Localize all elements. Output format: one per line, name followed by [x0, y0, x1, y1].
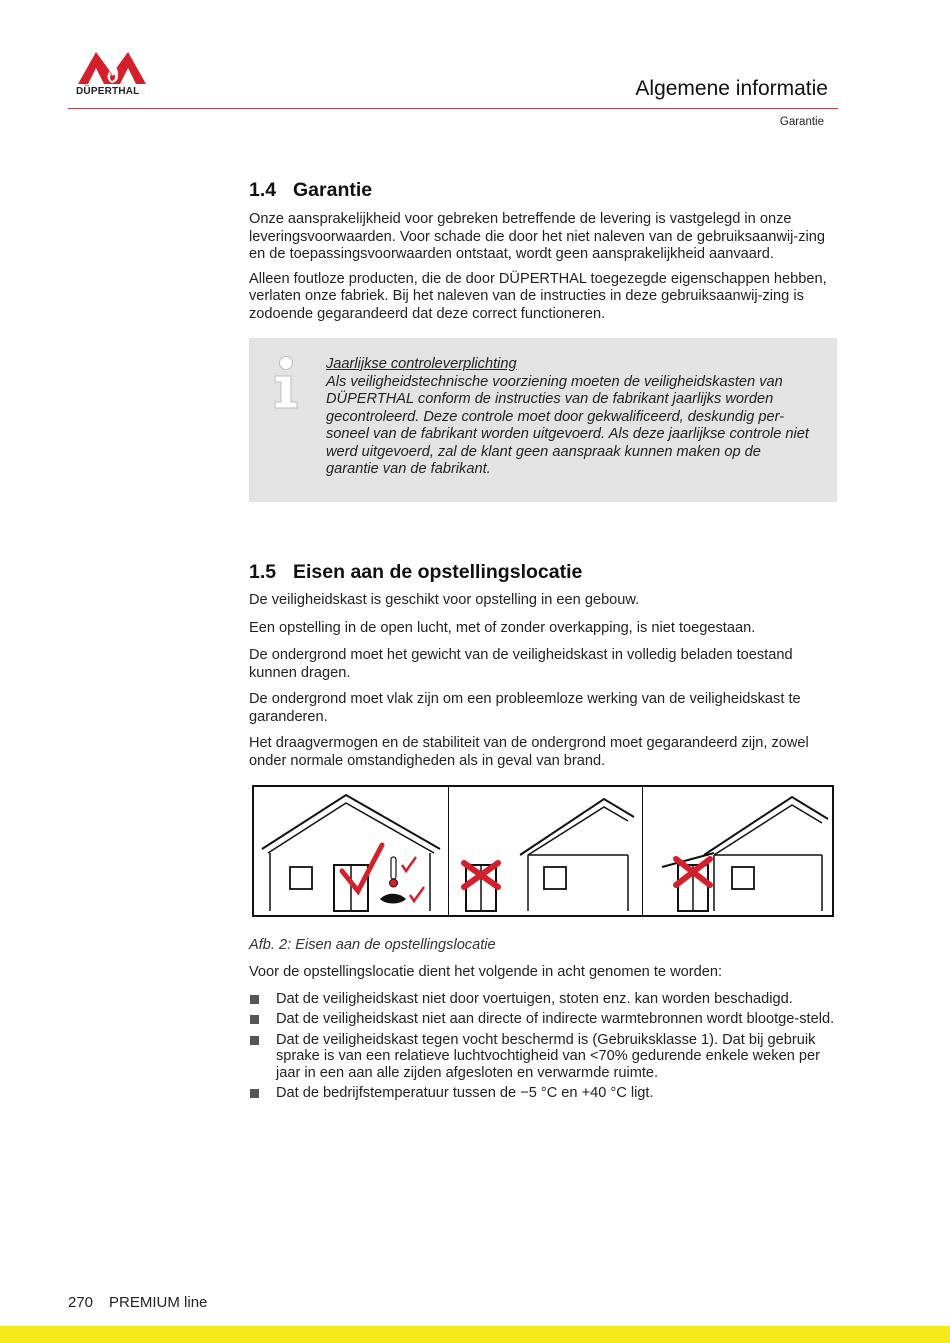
- paragraph: Alleen foutloze producten, die de door DÜPERTHAL toegezegde eigenschappen hebben, verlaten onze fabriek. Bij het naleven van de instructies in deze gebruiksaanwij-zing is zodoende gegarandeerd dat deze correct functioneren.: [249, 270, 827, 322]
- brand-name: DÜPERTHAL: [76, 86, 140, 97]
- paragraph: De veiligheidskast is geschikt voor opstelling in een gebouw.: [249, 592, 640, 608]
- location-figure: [252, 785, 834, 917]
- paragraph: De ondergrond moet vlak zijn om een probleemloze werking van de veiligheidskast te garanderen.: [249, 691, 801, 725]
- section-garantie-body: [249, 211, 837, 330]
- paragraph: Het draagvermogen en de stabiliteit van de ondergrond moet gegarandeerd zijn, zowel onder normale omstandigheden als in geval van brand.: [249, 735, 809, 769]
- list-item: Dat de veiligheidskast tegen vocht beschermd is (Gebruiksklasse 1). Dat bij gebruik sprake is van een relatieve luchtvochtigheid van <70% gedurende enkele weken per jaar in een aan alle zijden afgesloten en verwarmde ruimte.: [249, 1032, 837, 1082]
- list-item: Dat de veiligheidskast niet door voertuigen, stoten enz. kan worden beschadigd.: [249, 991, 837, 1008]
- page-subtitle: Garantie: [779, 116, 824, 128]
- requirements-list: [249, 991, 837, 1102]
- info-content: [326, 356, 816, 479]
- page-title: Algemene informatie: [635, 77, 828, 100]
- info-text: Als veiligheidstechnische voorziening moeten de veiligheidskasten van DÜPERTHAL conform de instructies van de fabrikant jaarlijks worden gecontroleerd. Deze controle moet door gekwalificeerd, deskundig per-soneel van de fabrikant worden uitgevoerd. Als deze jaarlijkse controle niet werd uitgevoerd, zal de klant geen aanspraak kunnen maken op de garantie van de fabrikant.: [326, 373, 809, 477]
- section-number: 1.4: [249, 179, 277, 201]
- section-title: Garantie: [293, 179, 373, 201]
- figure-panel-covered: [642, 787, 832, 915]
- section-heading-opstellingslocatie: [249, 561, 582, 584]
- list-item: Dat de bedrijfstemperatuur tussen de −5 °C en +40 °C ligt.: [249, 1085, 837, 1102]
- page-number: 270: [68, 1294, 94, 1311]
- figure-panel-indoor: [254, 787, 448, 915]
- requirements-list-block: [249, 964, 837, 1106]
- paragraph: Onze aansprakelijkheid voor gebreken betreffende de levering is vastgelegd in onze leveringsvoorwaarden. Voor schade die door het niet naleven van de gebruiksaanwij-zing en de toepassingsvoorwaarden ontstaat, wordt geen aansprakelijkheid aanvaard.: [249, 211, 826, 262]
- header-divider: [68, 108, 838, 109]
- list-item: Dat de veiligheidskast niet aan directe of indirecte warmtebronnen wordt blootge-steld.: [249, 1011, 837, 1028]
- section-title: Eisen aan de opstellingslocatie: [293, 561, 583, 583]
- info-icon: [271, 356, 301, 410]
- figure-panel-outdoor: [448, 787, 642, 915]
- paragraph: Een opstelling in de open lucht, met of zonder overkapping, is niet toegestaan.: [249, 619, 756, 636]
- figure-caption: Afb. 2: Eisen aan de opstellingslocatie: [249, 937, 496, 953]
- list-intro: Voor de opstellingslocatie dient het volgende in acht genomen te worden:: [249, 964, 722, 980]
- product-line: PREMIUM line: [109, 1294, 208, 1311]
- page-footer: [68, 1294, 207, 1311]
- paragraph: De ondergrond moet het gewicht van de veiligheidskast in volledig beladen toestand kunnen dragen.: [249, 647, 793, 681]
- section-number: 1.5: [249, 561, 277, 583]
- section-opstelling-body: [249, 592, 837, 777]
- section-heading-garantie: [249, 179, 372, 202]
- info-title: Jaarlijkse controleverplichting: [326, 356, 517, 372]
- info-box: [249, 338, 837, 502]
- footer-accent-bar: [0, 1326, 950, 1343]
